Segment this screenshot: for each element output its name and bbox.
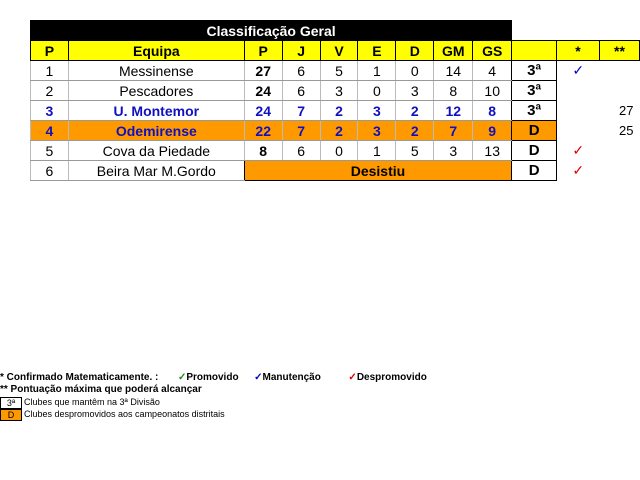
relegated-check-icon: ✓: [348, 372, 357, 383]
header-points: P: [244, 41, 282, 61]
cell-losses: 3: [396, 81, 434, 101]
cell-losses: 5: [396, 141, 434, 161]
legend-d-text: Clubes despromovidos aos campeonatos distritais: [24, 409, 225, 419]
cell-goals-for: 3: [434, 141, 473, 161]
desisted-label: Desistiu: [244, 161, 511, 181]
cell-wins: 3: [320, 81, 358, 101]
confirmed-check-icon: ✓: [572, 142, 585, 158]
cell-played: 7: [282, 101, 320, 121]
cell-wins: 2: [320, 101, 358, 121]
legend-3a-text: Clubes que mantêm na 3ª Divisão: [24, 397, 160, 407]
table-row: [31, 141, 640, 161]
legend-maintained: Manutenção: [262, 372, 321, 383]
cell-pos: 3: [31, 101, 69, 121]
legend-3a-line: [0, 396, 427, 408]
header-goals-against: GS: [473, 41, 512, 61]
cell-pos: 2: [31, 81, 69, 101]
table-row: [31, 81, 640, 101]
header-max: **: [599, 41, 639, 61]
cell-status: D: [512, 141, 557, 161]
cell-wins: 0: [320, 141, 358, 161]
header-draws: E: [358, 41, 396, 61]
table-row: [31, 161, 640, 181]
cell-wins: 2: [320, 121, 358, 141]
header-row: [31, 41, 640, 61]
confirmed-check-icon: [557, 101, 600, 121]
table-title: Classificação Geral: [31, 21, 512, 41]
table-row: [31, 61, 640, 81]
legend-d-box: D: [0, 409, 22, 421]
cell-team: Beira Mar M.Gordo: [68, 161, 244, 181]
cell-goals-against: 8: [473, 101, 512, 121]
cell-wins: 5: [320, 61, 358, 81]
cell-played: 6: [282, 141, 320, 161]
cell-team: U. Montemor: [68, 101, 244, 121]
cell-max: [599, 161, 639, 181]
cell-losses: 2: [396, 101, 434, 121]
standings-table: [30, 20, 640, 181]
header-status: [512, 41, 557, 61]
legend: [0, 372, 427, 420]
cell-draws: 3: [358, 101, 396, 121]
cell-goals-for: 12: [434, 101, 473, 121]
cell-max: 27: [619, 103, 634, 118]
confirmed-check-icon: [557, 121, 600, 141]
header-played: J: [282, 41, 320, 61]
cell-max: [599, 141, 639, 161]
cell-max: [599, 81, 639, 101]
cell-pos: 6: [31, 161, 69, 181]
header-goals-for: GM: [434, 41, 473, 61]
cell-goals-for: 7: [434, 121, 473, 141]
maintained-check-icon: ✓: [254, 372, 263, 383]
confirmed-check-icon: [557, 81, 600, 101]
cell-max: 25: [619, 123, 634, 138]
cell-team: Pescadores: [68, 81, 244, 101]
header-confirmed: *: [557, 41, 600, 61]
legend-confirmed-line: [0, 372, 427, 384]
cell-goals-against: 13: [473, 141, 512, 161]
legend-promoted: Promovido: [186, 372, 239, 383]
cell-losses: 0: [396, 61, 434, 81]
cell-pos: 4: [31, 121, 69, 141]
confirmed-check-icon: ✓: [572, 62, 585, 79]
cell-goals-against: 9: [473, 121, 512, 141]
cell-played: 6: [282, 81, 320, 101]
cell-goals-against: 10: [473, 81, 512, 101]
cell-played: 7: [282, 121, 320, 141]
cell-status: D: [512, 161, 557, 181]
cell-status: 3ª: [512, 61, 557, 81]
cell-team: Odemirense: [68, 121, 244, 141]
header-pos: P: [31, 41, 69, 61]
cell-draws: 1: [358, 141, 396, 161]
header-losses: D: [396, 41, 434, 61]
cell-losses: 2: [396, 121, 434, 141]
cell-draws: 3: [358, 121, 396, 141]
cell-points: 24: [244, 101, 282, 121]
cell-pos: 5: [31, 141, 69, 161]
header-team: Equipa: [68, 41, 244, 61]
legend-max-label: ** Pontuação máxima que poderá alcançar: [0, 384, 202, 395]
cell-status: D: [512, 121, 557, 141]
legend-3a-box: 3ª: [0, 397, 22, 409]
table-row: [31, 101, 640, 121]
cell-played: 6: [282, 61, 320, 81]
confirmed-check-icon: ✓: [572, 162, 585, 178]
cell-max: [599, 61, 639, 81]
legend-d-line: [0, 408, 427, 420]
header-wins: V: [320, 41, 358, 61]
legend-relegated: Despromovido: [356, 372, 427, 383]
cell-pos: 1: [31, 61, 69, 81]
cell-team: Messinense: [68, 61, 244, 81]
cell-status: 3ª: [512, 101, 557, 121]
cell-draws: 1: [358, 61, 396, 81]
cell-points: 22: [244, 121, 282, 141]
cell-goals-against: 4: [473, 61, 512, 81]
cell-draws: 0: [358, 81, 396, 101]
table-row: [31, 121, 640, 141]
cell-team: Cova da Piedade: [68, 141, 244, 161]
promoted-check-icon: ✓: [177, 372, 187, 383]
title-row: [31, 21, 640, 41]
cell-points: 8: [244, 141, 282, 161]
cell-status: 3ª: [512, 81, 557, 101]
legend-confirmed-label: * Confirmado Matematicamente. :: [0, 372, 159, 383]
cell-goals-for: 14: [434, 61, 473, 81]
cell-points: 27: [244, 61, 282, 81]
cell-goals-for: 8: [434, 81, 473, 101]
cell-points: 24: [244, 81, 282, 101]
